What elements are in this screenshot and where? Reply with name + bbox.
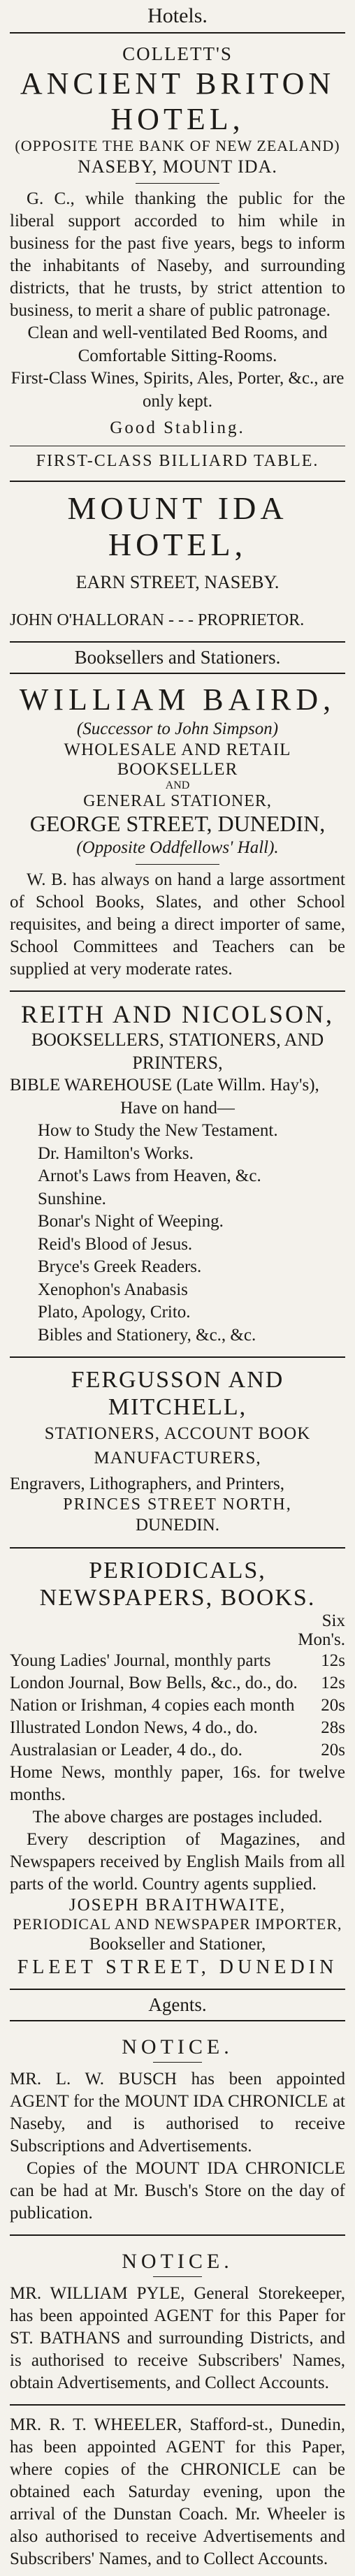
ad-role1: PERIODICAL AND NEWSPAPER IMPORTER, [13,1915,342,1933]
ad-proprietor: JOHN O'HALLORAN - - - PROPRIETOR. [10,611,305,630]
ad-street: PRINCES STREET NORTH, [63,1495,292,1514]
ad-william-baird [10,678,345,986]
ad-stationer: GENERAL STATIONER, [83,792,272,811]
ad-warehouse: BIBLE WAREHOUSE (Late Willm. Hay's), [10,1076,319,1095]
notice-wheeler [10,2410,345,2576]
price-item: Australasian or Leader, 4 do., do. [10,1740,242,1759]
price-row [10,1672,345,1695]
divider [10,673,345,674]
notice-body-2: Copies of the MOUNT IDA CHRONICLE can be had at Mr. Busch's Store on the day of publication. [10,2158,345,2223]
divider [10,990,345,992]
divider [10,1989,345,1990]
ad-opposite: (Opposite Oddfellows' Hall). [76,838,279,858]
ad-billiard: FIRST-CLASS BILLIARD TABLE. [36,451,319,470]
price-item: Young Ladies' Journal, monthly parts [10,1651,271,1670]
price-value: 20s [321,1740,345,1759]
ad-signer: JOSEPH BRAITHWAITE, [68,1896,287,1915]
price-value: 20s [321,1695,345,1715]
list-item: Bryce's Greek Readers. [38,1257,202,1277]
divider [10,641,345,643]
price-row [10,1717,345,1739]
notice-body: MR. L. W. BUSCH has been appointed AGENT for the MOUNT IDA CHRONICLE at Naseby, and is authorised to receive Subscriptions and Advertisements. [10,2069,345,2156]
ad-owner: COLLETT'S [122,43,233,64]
ad-title: FERGUSSON AND MITCHELL, [71,1367,284,1421]
notice-busch [10,2026,345,2230]
list-item: Dr. Hamilton's Works. [38,1143,194,1163]
ad-and: AND [165,780,190,792]
price-item: London Journal, Bow Bells, &c., do., do. [10,1673,298,1692]
notice-pyle [10,2240,345,2400]
price-header-mons: Mon's. [298,1630,345,1650]
ad-title: WILLIAM BAIRD, [19,682,336,717]
list-item: Reid's Blood of Jesus. [38,1234,193,1254]
ad-periodicals [10,1553,345,1984]
ad-successor: (Successor to John Simpson) [76,719,279,738]
ad-street: GEORGE STREET, DUNEDIN, [29,811,326,837]
price-value: 12s [321,1673,345,1692]
list-item: How to Study the New Testament. [38,1121,278,1141]
price-row [10,1650,345,1672]
divider [153,2062,202,2063]
list-item: Xenophon's Anabasis [38,1280,188,1299]
list-item: Bonar's Night of Weeping. [38,1212,224,1231]
divider [10,32,345,34]
divider [136,183,219,184]
price-row [10,1695,345,1717]
ad-trade: WHOLESALE AND RETAIL BOOKSELLER [64,740,291,780]
ad-have: Have on hand— [120,1098,235,1118]
notice-heading: NOTICE. [122,2035,233,2058]
ad-title: REITH AND NICOLSON, [21,1000,334,1028]
section-heading-booksellers: Booksellers and Stationers. [74,647,281,668]
ad-title: MOUNT IDA HOTEL, [67,490,288,563]
ad-fergusson-mitchell [10,1362,345,1542]
ad-rooms: Clean and well-ventilated Bed Rooms, and Comfortable Sitting-Rooms. [27,323,328,365]
ad-body: G. C., while thanking the public for the liberal support accorded to him while in business for the past five years, begs to inform the inhabitants of Naseby, and surrounding districts, that he trusts, by strict attention to business, to merit a share of public patronage. [10,189,345,321]
price-header-six: Six [321,1611,345,1630]
ad-trade: BOOKSELLERS, STATIONERS, AND PRINTERS, [31,1030,324,1073]
divider [10,2234,345,2236]
ad-street: EARN STREET, NASEBY. [75,572,280,593]
price-value: 12s [321,1651,345,1670]
ad-place: NASEBY, MOUNT IDA. [78,156,277,177]
divider [10,1356,345,1358]
ad-wines: First-Class Wines, Spirits, Ales, Porter, &c., are only kept. [10,369,345,411]
ad-line1: STATIONERS, ACCOUNT BOOK MANUFACTURERS, [44,1424,311,1468]
price-row [10,1739,345,1762]
ad-title: PERIODICALS, NEWSPAPERS, BOOKS. [39,1557,316,1611]
price-list [10,1650,345,1762]
price-value: 28s [321,1718,345,1737]
divider [136,864,219,865]
ad-mount-ida-hotel [10,486,345,638]
list-item: Plato, Apology, Crito. [38,1303,191,1322]
ad-title: ANCIENT BRITON HOTEL, [20,66,335,136]
price-item: Illustrated London News, 4 do., do. [10,1718,258,1737]
divider [10,1547,345,1549]
ad-reith-nicolson [10,996,345,1352]
notice-body: MR. R. T. WHEELER, Stafford-st., Dunedin, has been appointed AGENT for this Paper, where copies of the CHRONICLE can be obtained each Saturday evening, upon the arrival of the Dunstan Coach. Mr. Wheeler is also authorised to receive Advertisements and Subscribers' Names, and to Collect Accounts. [10,2415,345,2568]
ad-city: DUNEDIN. [135,1516,220,1535]
divider [153,2276,202,2277]
divider [10,2020,345,2021]
ad-opposite: (OPPOSITE THE BANK OF NEW ZEALAND) [15,137,340,155]
ad-street: FLEET STREET, DUNEDIN [17,1956,338,1978]
list-item: Bibles and Stationery, &c., &c. [38,1325,256,1345]
ad-stabling: Good Stabling. [110,418,245,438]
ad-ancient-briton-hotel [10,38,345,476]
notice-body: MR. WILLIAM PYLE, General Storekeeper, has been appointed AGENT for this Paper for ST. BATHANS and surrounding Districts, and is authorised to receive Subscribers' Names, obtain Advertisements, and Collect Accounts. [10,2283,345,2392]
ad-postage: The above charges are postages included. [32,1807,323,1827]
list-item: Arnot's Laws from Heaven, &c. [38,1166,261,1186]
notice-heading: NOTICE. [122,2249,233,2273]
ad-line2: Engravers, Lithographers, and Printers, [10,1474,284,1493]
ad-body: W. B. has always on hand a large assortment of School Books, Slates, and other School requisites, and being a direct importer of same, School Committees and Teachers can be supplied at very moderate rates. [10,870,345,979]
price-item: Nation or Irishman, 4 copies each month [10,1695,295,1715]
newspaper-column [0,4,355,2568]
divider [10,481,345,482]
ad-every: Every description of Magazines, and Newspapers received by English Mails from all parts of the world. Country agents supplied. [10,1830,345,1894]
section-heading-agents: Agents. [148,1993,207,2015]
ad-role2: Bookseller and Stationer, [89,1935,266,1954]
stock-list [10,1120,345,1347]
ad-home-news: Home News, monthly paper, 16s. for twelve months. [10,1762,345,1804]
section-heading-hotels: Hotels. [147,4,208,27]
list-item: Sunshine. [38,1189,106,1208]
divider [10,2404,345,2406]
